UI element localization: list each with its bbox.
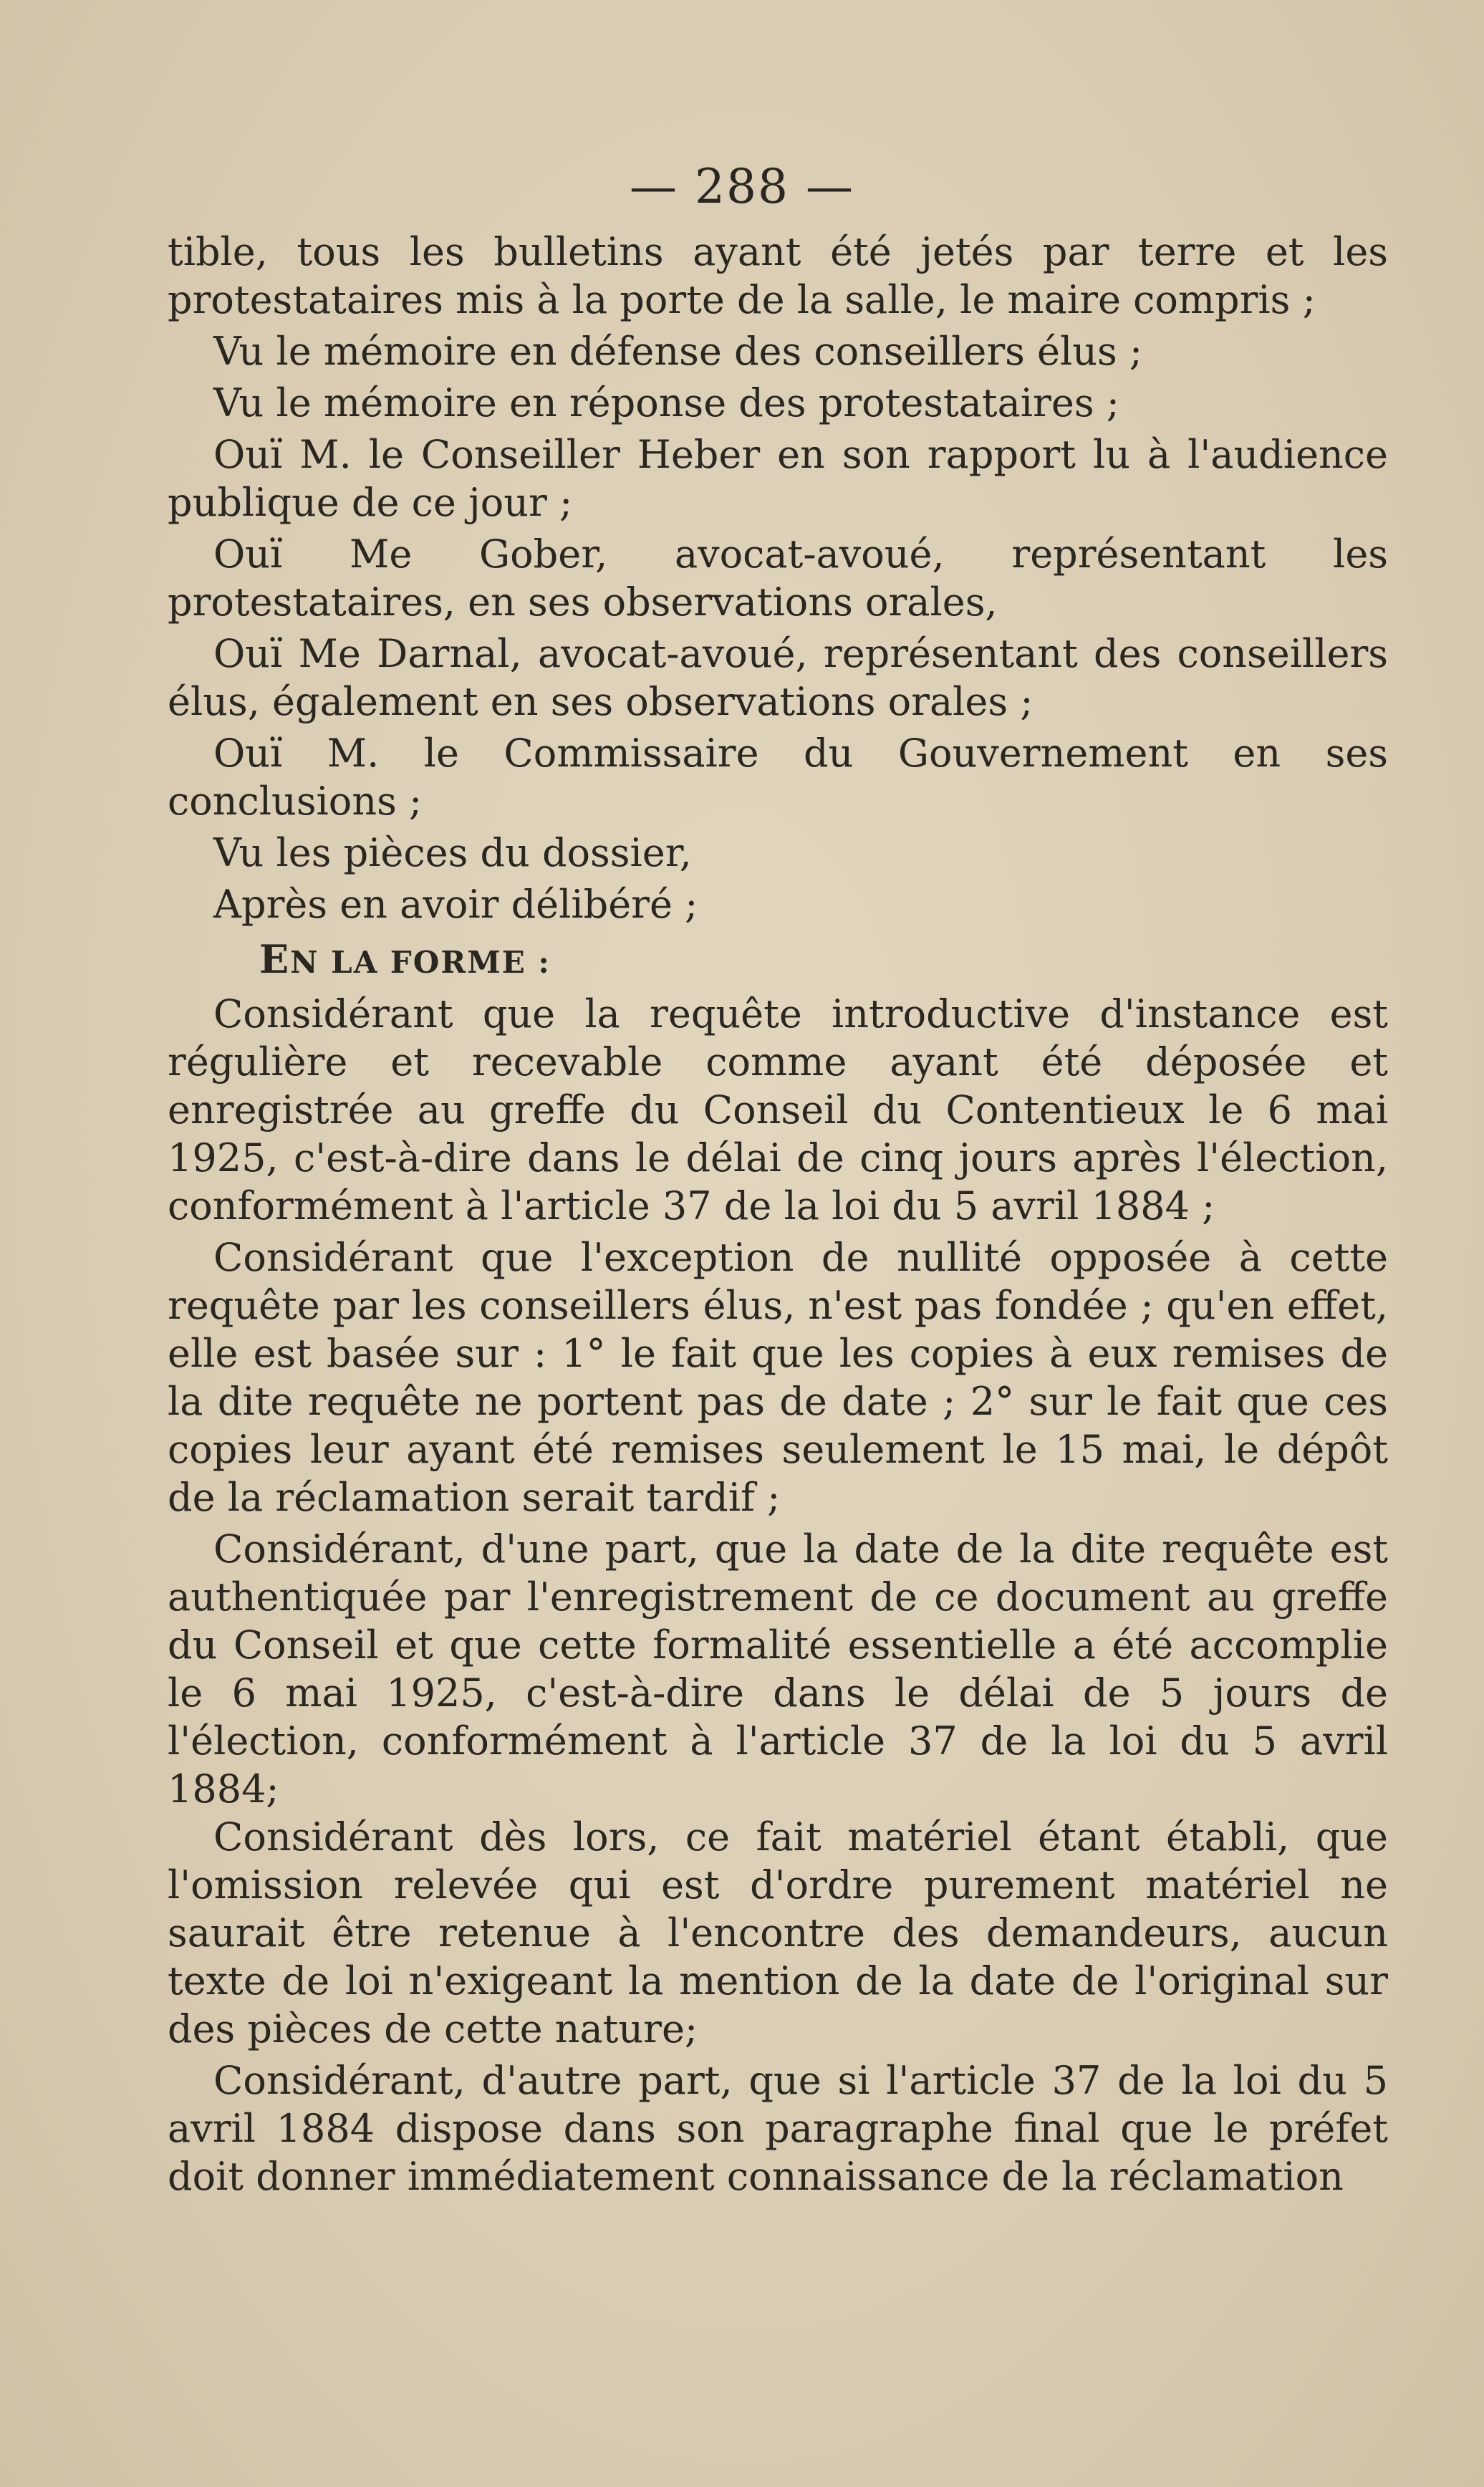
paragraph-vu-memoire-reponse: Vu le mémoire en réponse des protestataires ;: [213, 380, 1119, 425]
paragraph-oui-conseiller: Ouï M. le Conseiller Heber en son rapport lu à l'audience publique de ce jour ;: [168, 432, 1388, 525]
page-number: — 288 —: [630, 159, 854, 214]
paragraph-vu-pieces: Vu les pièces du dossier,: [213, 830, 692, 875]
paragraph-considerant-date: Considérant, d'une part, que la date de la dite requête est authentiquée par l'enregistrement de ce document au greffe du Conseil et que cette formalité essentielle a été accomplie le 6 mai 1925, c'est-à-dire dans le délai de 5 jours de l'élection, conformément à l'article 37 de la loi du 5 avril 1884;: [168, 1526, 1388, 1812]
paragraph-oui-darnal: Ouï Me Darnal, avocat-avoué, représentant des conseillers élus, également en ses observations orales ;: [168, 631, 1388, 724]
paragraph-continuation: tible, tous les bulletins ayant été jetés par terre et les protestataires mis à la porte de la salle, le maire compris ;: [168, 229, 1388, 322]
heading-rest: N LA FORME :: [290, 945, 551, 980]
paragraph-vu-memoire-defense: Vu le mémoire en défense des conseillers élus ;: [213, 329, 1143, 374]
heading-initial: E: [259, 936, 291, 982]
section-heading: [168, 935, 1388, 986]
paragraph-considerant-requete: Considérant que la requête introductive d'instance est régulière et recevable comme ayant été déposée et enregistrée au greffe du Conseil du Contentieux le 6 mai 1925, c'est-à-dire dans le délai de cinq jours après l'élection, conformément à l'article 37 de la loi du 5 avril 1884 ;: [168, 991, 1388, 1228]
body-text: [168, 228, 1388, 2200]
paragraph-oui-commissaire: Ouï M. le Commissaire du Gouvernement en ses conclusions ;: [168, 731, 1388, 824]
paragraph-considerant-article: Considérant, d'autre part, que si l'article 37 de la loi du 5 avril 1884 dispose dans son paragraphe final que le préfet doit donner immédiatement connaissance de la réclamation: [168, 2058, 1388, 2199]
paragraph-considerant-omission: Considérant dès lors, ce fait matériel étant établi, que l'omission relevée qui est d'ordre purement matériel ne saurait être retenue à l'encontre des demandeurs, aucun texte de loi n'exigeant la mention de la date de l'original sur des pièces de cette nature;: [168, 1814, 1388, 2051]
paragraph-oui-gober: Ouï Me Gober, avocat-avoué, représentant les protestataires, en ses observations orales,: [168, 531, 1388, 625]
paragraph-apres-delibere: Après en avoir délibéré ;: [213, 882, 698, 927]
paragraph-considerant-exception: Considérant que l'exception de nullité opposée à cette requête par les conseillers élus, n'est pas fondée ; qu'en effet, elle est basée sur : 1° le fait que les copies à eux remises de la dite requête ne portent pas de date ; 2° sur le fait que ces copies leur ayant été remises seulement le 15 mai, le dépôt de la réclamation serait tardif ;: [168, 1235, 1388, 1520]
